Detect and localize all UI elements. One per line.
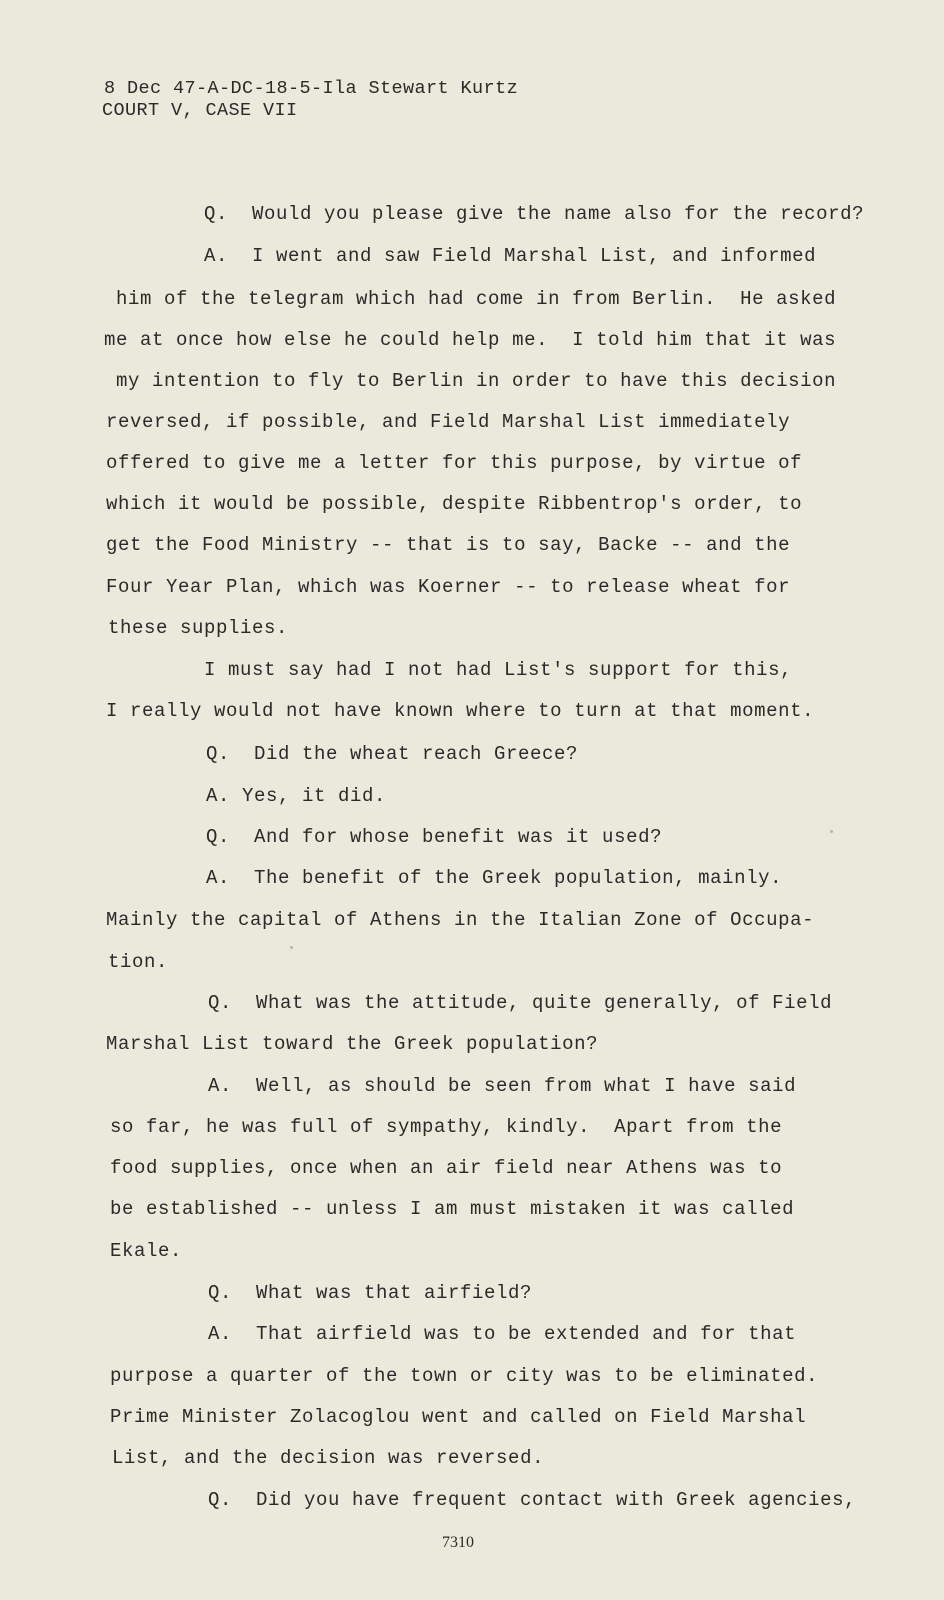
transcript-line: my intention to fly to Berlin in order to have this decision <box>116 370 837 392</box>
transcript-line: Q. What was the attitude, quite generally, of Field <box>208 992 833 1014</box>
transcript-line: Q. Would you please give the name also for the record? <box>204 203 865 225</box>
transcript-line: A. Well, as should be seen from what I have said <box>208 1075 797 1097</box>
transcript-line: purpose a quarter of the town or city was to be eliminated. <box>110 1365 819 1387</box>
paper-speck <box>830 830 833 833</box>
transcript-line: Ekale. <box>110 1240 183 1262</box>
transcript-line: get the Food Ministry -- that is to say, Backe -- and the <box>106 534 791 556</box>
transcript-line: so far, he was full of sympathy, kindly. Apart from the <box>110 1116 783 1138</box>
paper-speck <box>290 946 293 949</box>
transcript-line: Q. Did you have frequent contact with Greek agencies, <box>208 1489 857 1511</box>
transcript-line: I must say had I not had List's support for this, <box>204 659 793 681</box>
header-case-reference: 8 Dec 47-A-DC-18-5-Ila Stewart Kurtz <box>104 78 519 99</box>
transcript-line: Prime Minister Zolacoglou went and called on Field Marshal <box>110 1406 807 1428</box>
transcript-line: tion. <box>108 951 169 973</box>
transcript-line: A. The benefit of the Greek population, mainly. <box>206 867 783 889</box>
transcript-line: List, and the decision was reversed. <box>112 1447 545 1469</box>
transcript-line: Four Year Plan, which was Koerner -- to release wheat for <box>106 576 791 598</box>
transcript-line: these supplies. <box>108 617 289 639</box>
header-court-case: COURT V, CASE VII <box>102 100 298 121</box>
transcript-line: Q. And for whose benefit was it used? <box>206 826 663 848</box>
transcript-line: Mainly the capital of Athens in the Italian Zone of Occupa- <box>106 909 815 931</box>
transcript-line: offered to give me a letter for this purpose, by virtue of <box>106 452 803 474</box>
transcript-line: I really would not have known where to turn at that moment. <box>106 700 815 722</box>
transcript-line: reversed, if possible, and Field Marshal List immediately <box>106 411 791 433</box>
transcript-line: A. I went and saw Field Marshal List, and informed <box>204 245 817 267</box>
transcript-line: Q. What was that airfield? <box>208 1282 533 1304</box>
page-number: 7310 <box>442 1534 474 1551</box>
transcript-line: me at once how else he could help me. I told him that it was <box>104 329 837 351</box>
transcript-line: which it would be possible, despite Ribbentrop's order, to <box>106 493 803 515</box>
transcript-line: food supplies, once when an air field near Athens was to <box>110 1157 783 1179</box>
transcript-line: him of the telegram which had come in from Berlin. He asked <box>116 288 837 310</box>
transcript-line: A. Yes, it did. <box>206 785 387 807</box>
transcript-line: Q. Did the wheat reach Greece? <box>206 743 579 765</box>
transcript-line: A. That airfield was to be extended and for that <box>208 1323 797 1345</box>
transcript-line: be established -- unless I am must mistaken it was called <box>110 1198 795 1220</box>
transcript-line: Marshal List toward the Greek population? <box>106 1033 599 1055</box>
